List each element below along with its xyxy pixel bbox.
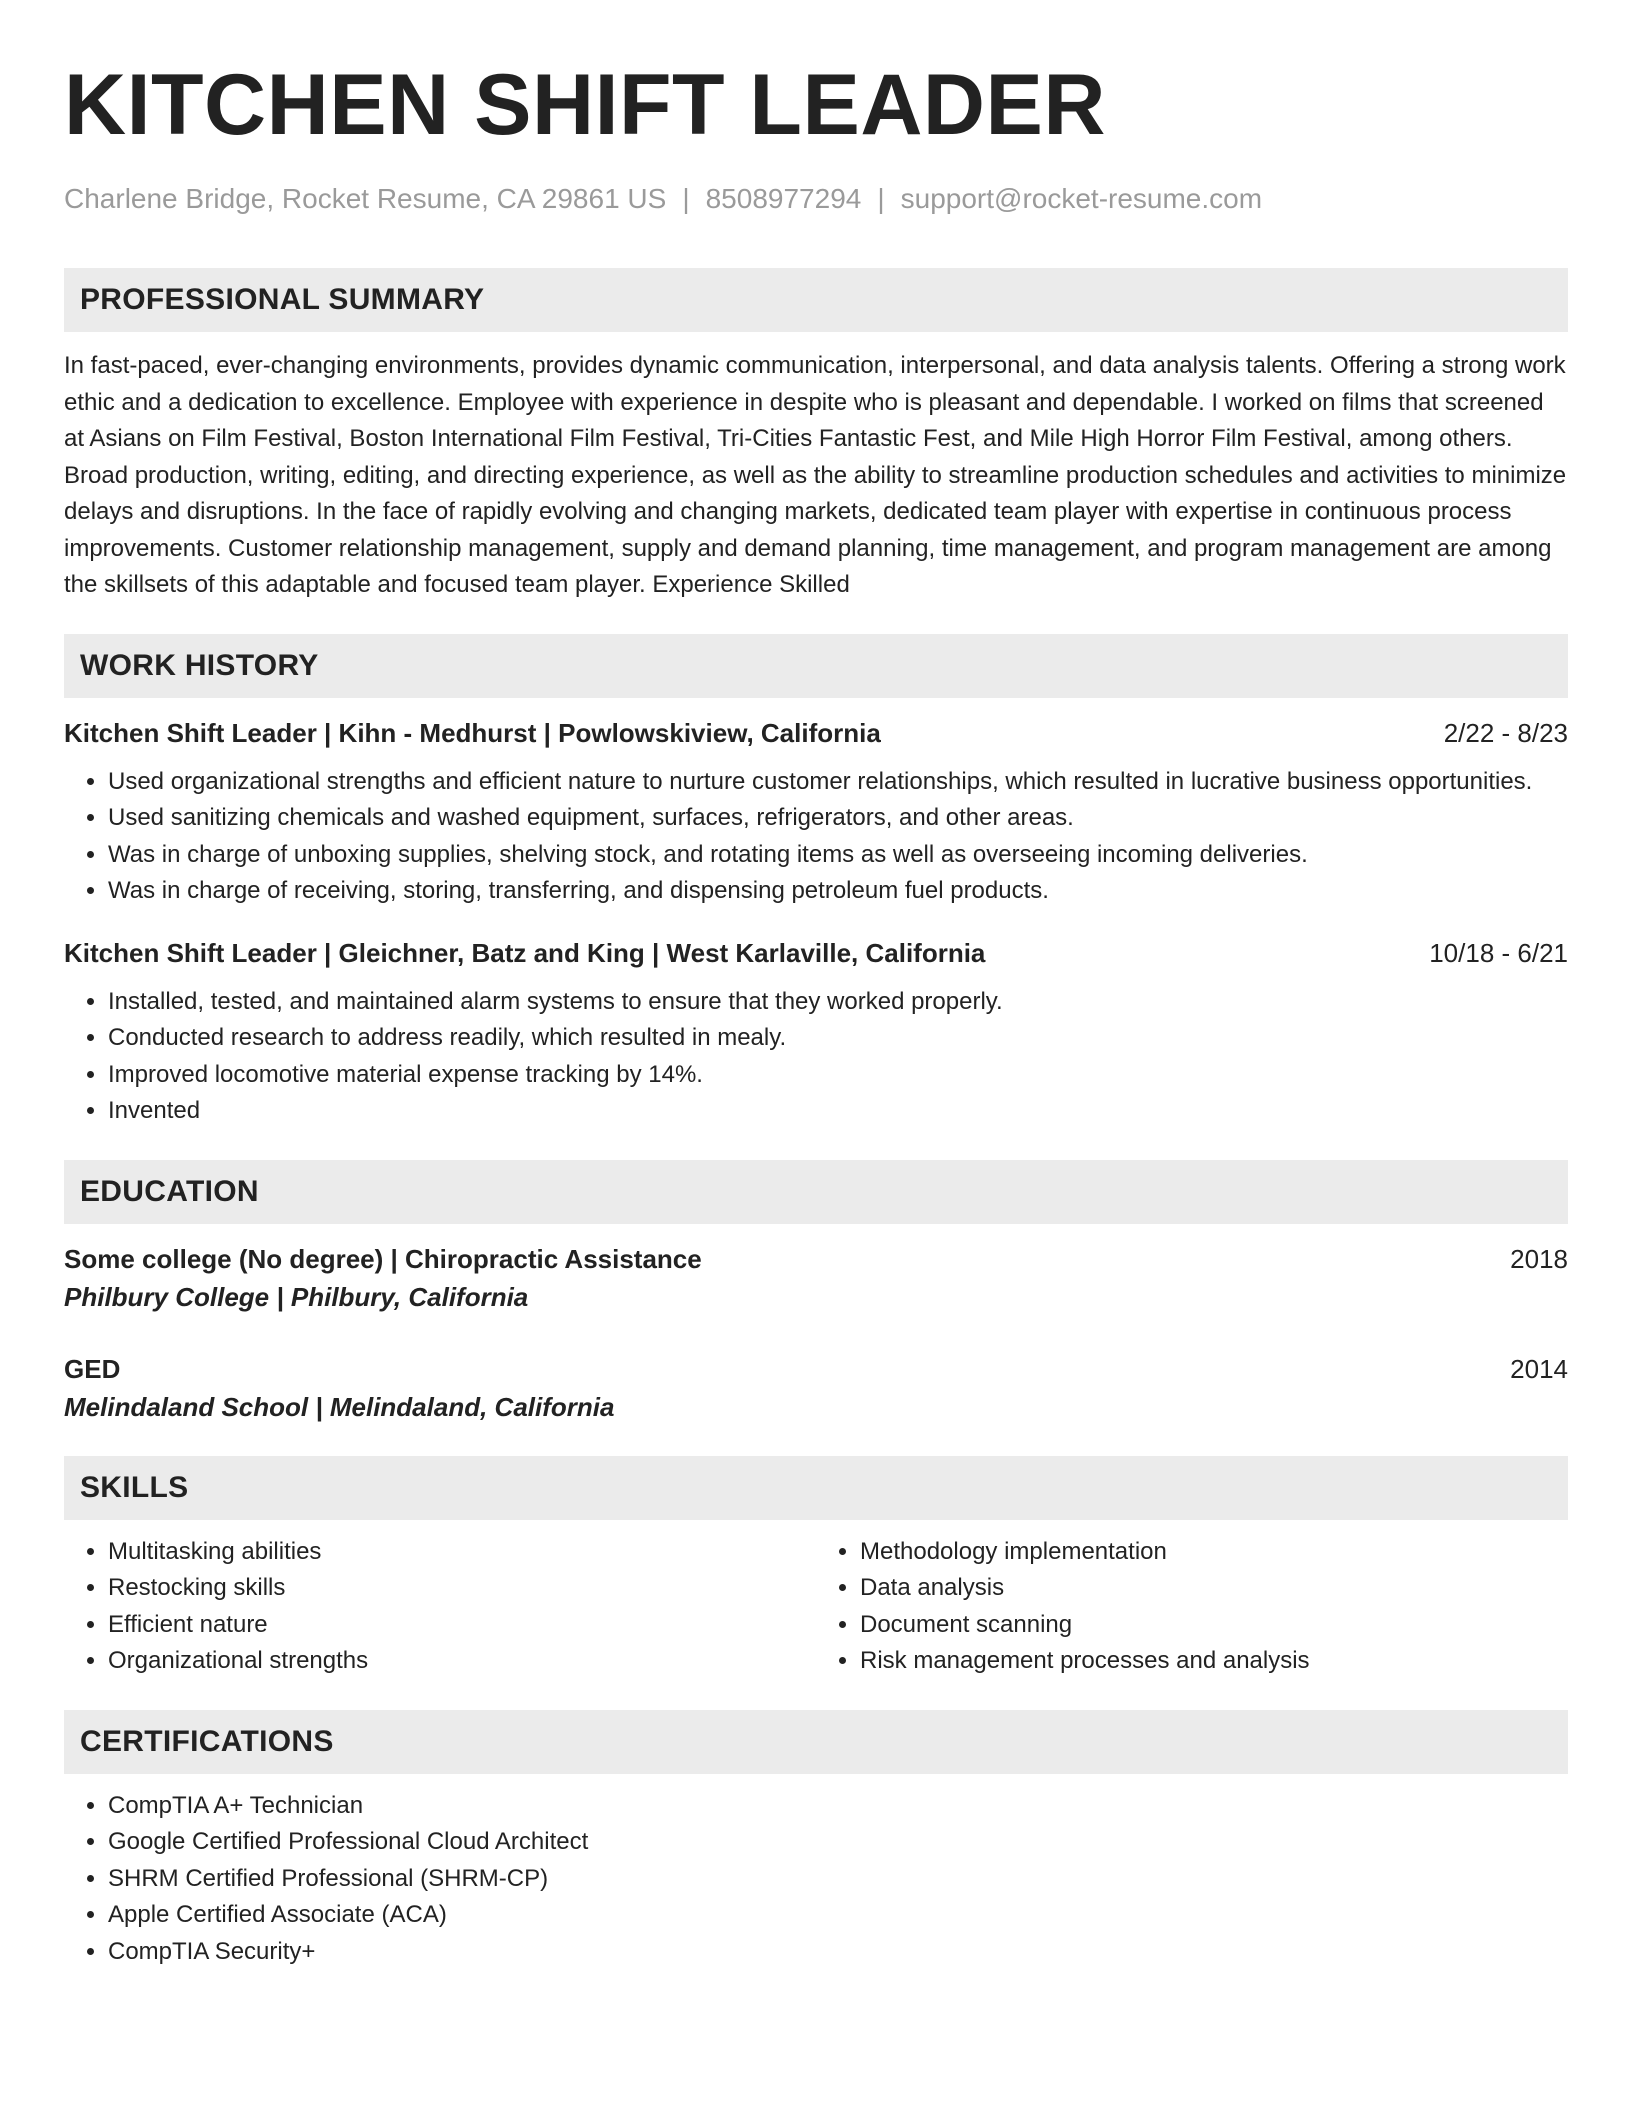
job-title: Kitchen Shift Leader | Kihn - Medhurst | Powlowskiview, California [64, 717, 881, 748]
list-item: • Used sanitizing chemicals and washed equipment, surfaces, refrigerators, and other areas. [108, 800, 1568, 837]
contact-address: Charlene Bridge, Rocket Resume, CA 29861 US [64, 183, 667, 214]
contact-line [64, 182, 1568, 216]
list-item: • Organizational strengths [108, 1643, 816, 1680]
list-item: • Installed, tested, and maintained alarm systems to ensure that they worked properly. [108, 984, 1568, 1021]
list-item: • Conducted research to address readily, which resulted in mealy. [108, 1020, 1568, 1057]
resume-title: KITCHEN SHIFT LEADER [64, 57, 1106, 153]
list-item: • Multitasking abilities [108, 1534, 816, 1571]
list-item: • Risk management processes and analysis [860, 1643, 1568, 1680]
job-bullets [64, 764, 1568, 910]
job-dates: 10/18 - 6/21 [1429, 937, 1568, 968]
work-heading: WORK HISTORY [64, 634, 1568, 698]
education-degree: GED [64, 1353, 121, 1384]
job-bullets [64, 984, 1568, 1130]
job-title: Kitchen Shift Leader | Gleichner, Batz and King | West Karlaville, California [64, 937, 986, 968]
list-item: • Was in charge of unboxing supplies, shelving stock, and rotating items as well as overseeing incoming deliveries. [108, 837, 1568, 874]
education-year: 2014 [1510, 1353, 1568, 1384]
list-item: • Apple Certified Associate (ACA) [108, 1897, 1568, 1934]
education-school: Melindaland School | Melindaland, California [64, 1391, 615, 1422]
contact-phone: 8508977294 [705, 183, 862, 214]
list-item: • Invented [108, 1093, 1568, 1130]
education-year: 2018 [1510, 1243, 1568, 1274]
certifications-section [64, 1710, 1568, 1971]
list-item: • SHRM Certified Professional (SHRM-CP) [108, 1861, 1568, 1898]
skills-list-right [816, 1534, 1568, 1680]
summary-heading: PROFESSIONAL SUMMARY [64, 268, 1568, 332]
skills-section [64, 1456, 1568, 1680]
education-degree: Some college (No degree) | Chiropractic Assistance [64, 1243, 702, 1274]
job-header [64, 716, 1568, 750]
contact-email: support@rocket-resume.com [900, 183, 1263, 214]
list-item: • Data analysis [860, 1570, 1568, 1607]
skills-heading: SKILLS [64, 1456, 1568, 1520]
list-item: • Google Certified Professional Cloud Architect [108, 1824, 1568, 1861]
education-school: Philbury College | Philbury, California [64, 1281, 529, 1312]
job-dates: 2/22 - 8/23 [1443, 717, 1568, 748]
certifications-heading: CERTIFICATIONS [64, 1710, 1568, 1774]
skills-grid [64, 1534, 1568, 1680]
list-item: • Efficient nature [108, 1607, 816, 1644]
contact-separator: | [682, 183, 690, 214]
list-item: • Document scanning [860, 1607, 1568, 1644]
job-header [64, 936, 1568, 970]
education-section [64, 1160, 1568, 1426]
certifications-list [64, 1788, 1568, 1971]
list-item: • Improved locomotive material expense tracking by 14%. [108, 1057, 1568, 1094]
list-item: • Used organizational strengths and efficient nature to nurture customer relationships, which resulted in lucrative business opportunities. [108, 764, 1568, 801]
list-item: • Was in charge of receiving, storing, transferring, and dispensing petroleum fuel products. [108, 873, 1568, 910]
education-entry [64, 1240, 1568, 1316]
summary-text: In fast-paced, ever-changing environments, provides dynamic communication, interpersonal, and data analysis talents. Offering a strong work ethic and a dedication to excellence. Employee with experience in despite who is pleasant and dependable. I worked on films that screened at Asians on Film Festival, Boston International Film Festival, Tri-Cities Fantastic Fest, and Mile High Horror Film Festival, among others. Broad production, writing, editing, and directing experience, as well as the ability to streamline production schedules and activities to minimize delays and disruptions. In the face of rapidly evolving and changing markets, dedicated team player with expertise in continuous process improvements. Customer relationship management, supply and demand planning, time management, and program management are among the skillsets of this adaptable and focused team player. Experience Skilled [64, 352, 1567, 598]
skills-list-left [64, 1534, 816, 1680]
list-item: • CompTIA A+ Technician [108, 1788, 1568, 1825]
education-heading: EDUCATION [64, 1160, 1568, 1224]
contact-separator: | [877, 183, 885, 214]
list-item: • Methodology implementation [860, 1534, 1568, 1571]
education-entry [64, 1350, 1568, 1426]
list-item: • CompTIA Security+ [108, 1934, 1568, 1971]
list-item: • Restocking skills [108, 1570, 816, 1607]
work-section [64, 634, 1568, 1130]
